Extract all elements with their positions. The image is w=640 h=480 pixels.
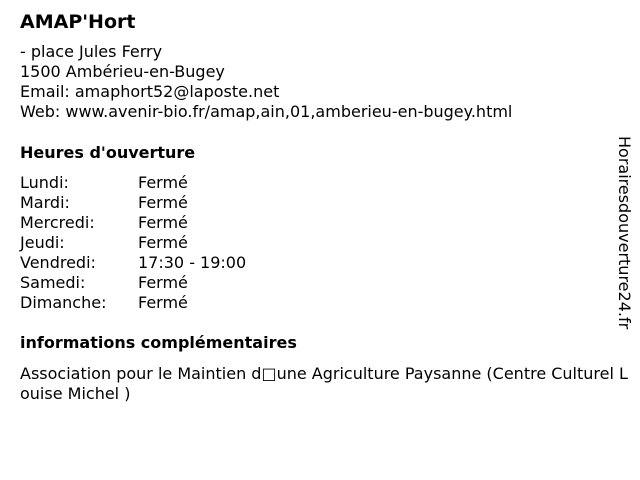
page-title: AMAP'Hort	[20, 11, 136, 33]
info-heading: informations complémentaires	[20, 333, 297, 352]
hours-value: 17:30 - 19:00	[138, 253, 247, 272]
info-text: Association pour le Maintien d□une Agriculture Paysanne (Centre Culturel Louise Michel )	[20, 364, 628, 403]
hours-row-wednesday	[20, 213, 632, 233]
hours-heading: Heures d'ouverture	[20, 143, 196, 162]
hours-day: Mardi:	[20, 193, 70, 212]
hours-day: Vendredi:	[20, 253, 96, 272]
listing-card	[20, 10, 632, 404]
hours-value: Fermé	[138, 193, 188, 212]
website-line: Web: www.avenir-bio.fr/amap,ain,01,amberieu-en-bugey.html	[20, 102, 513, 121]
hours-row-thursday	[20, 233, 632, 253]
site-watermark: Horairesdouverture24.fr	[615, 136, 634, 330]
hours-row-friday	[20, 253, 632, 273]
hours-value: Fermé	[138, 233, 188, 252]
hours-value: Fermé	[138, 273, 188, 292]
hours-day: Dimanche:	[20, 293, 107, 312]
email-line: Email: amaphort52@laposte.net	[20, 82, 280, 101]
hours-day: Jeudi:	[20, 233, 65, 252]
hours-day: Lundi:	[20, 173, 69, 192]
hours-row-tuesday	[20, 193, 632, 213]
hours-value: Fermé	[138, 293, 188, 312]
hours-row-monday	[20, 173, 632, 193]
hours-value: Fermé	[138, 173, 188, 192]
hours-day: Mercredi:	[20, 213, 95, 232]
hours-row-sunday	[20, 293, 632, 313]
address-city: 1500 Ambérieu-en-Bugey	[20, 62, 225, 81]
hours-value: Fermé	[138, 213, 188, 232]
address-street: - place Jules Ferry	[20, 42, 163, 61]
hours-row-saturday	[20, 273, 632, 293]
hours-day: Samedi:	[20, 273, 86, 292]
hours-table	[20, 173, 632, 313]
